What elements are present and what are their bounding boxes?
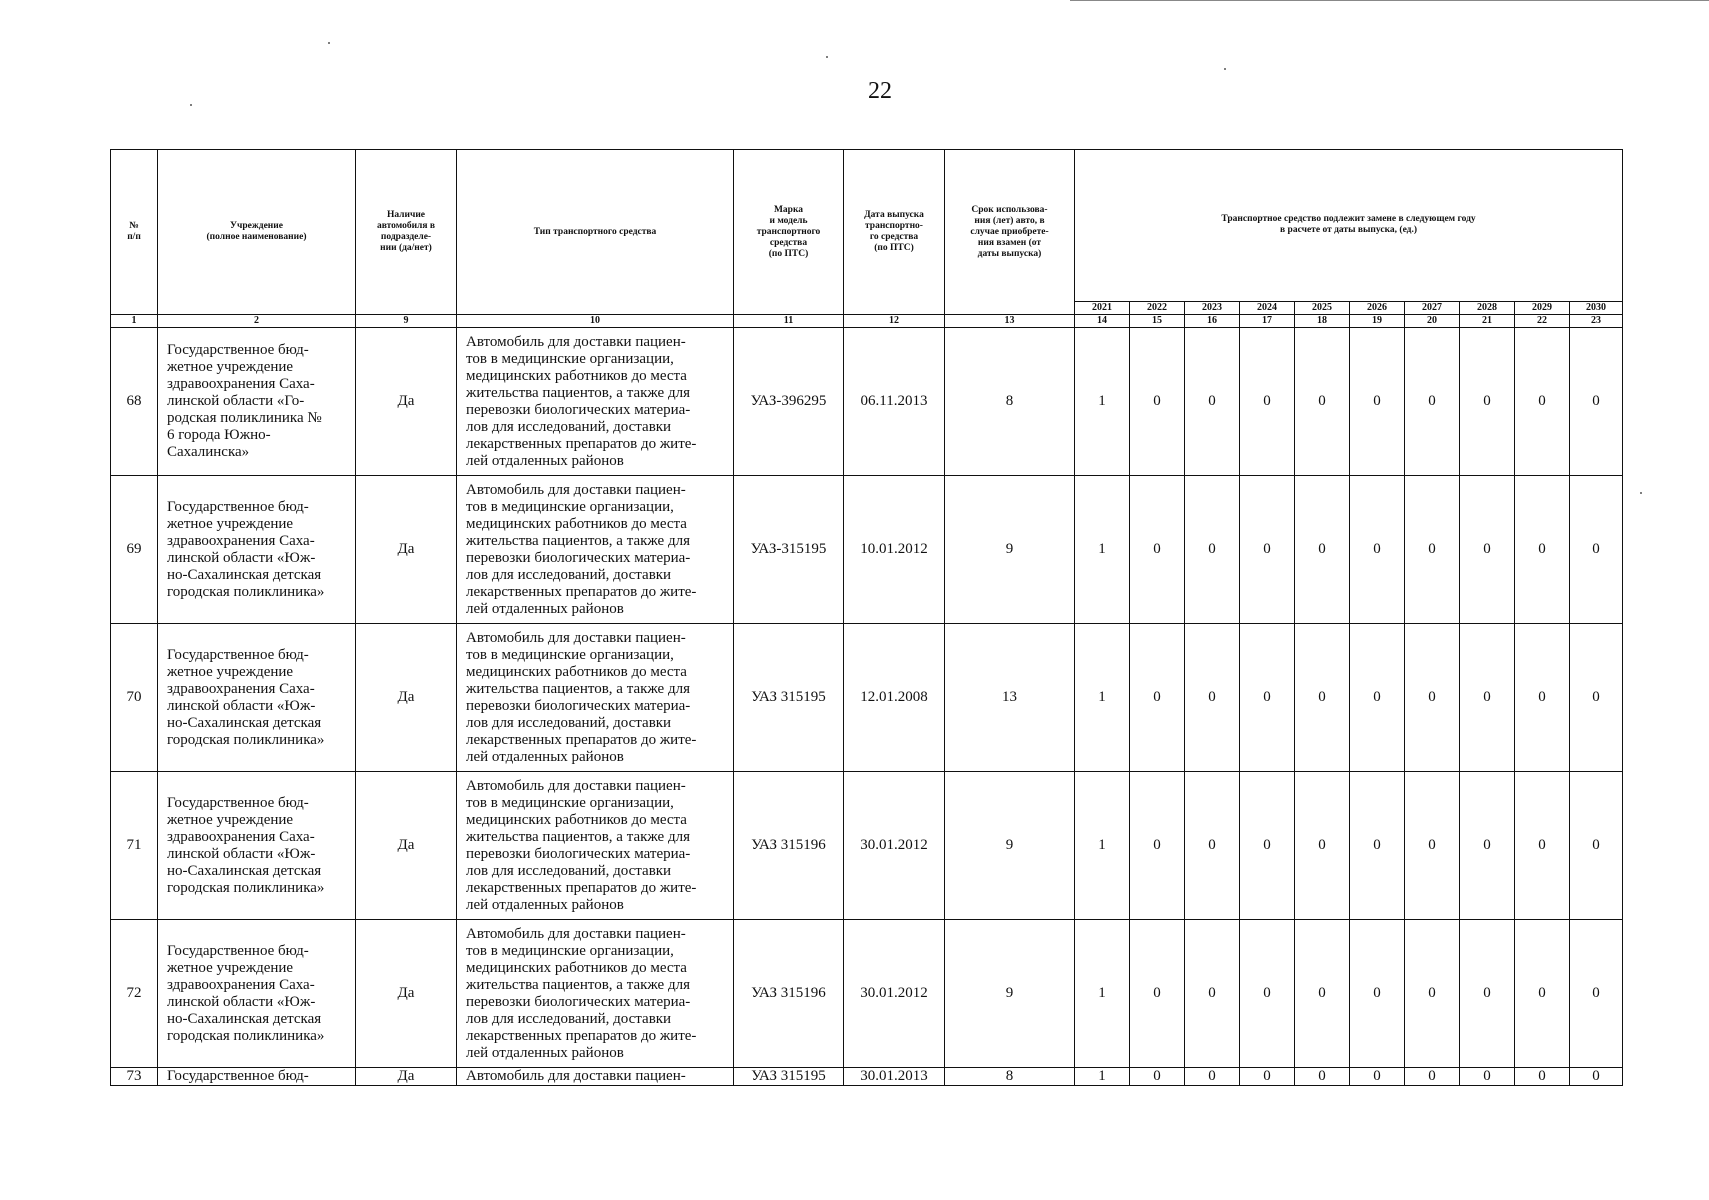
replacement-2021: 1 bbox=[1075, 920, 1130, 1068]
replacement-2021: 1 bbox=[1075, 328, 1130, 476]
vehicle-type: Автомобиль для доставки пациен- тов в медицинские организации, медицинских работников до места жительства пациентов, а также для перевозки биологических материа- лов для исследований, доставки лекарственных препаратов до жите- лей отдаленных районов bbox=[457, 920, 734, 1068]
column-index: 20 bbox=[1405, 315, 1460, 328]
replacement-2024: 0 bbox=[1240, 328, 1295, 476]
release-date: 30.01.2012 bbox=[844, 920, 945, 1068]
header-institution: Учреждение (полное наименование) bbox=[158, 150, 356, 315]
header-availability: Наличие автомобиля в подразделе- нии (да/нет) bbox=[356, 150, 457, 315]
scan-edge-rule bbox=[1070, 0, 1709, 1]
replacement-2023: 0 bbox=[1185, 476, 1240, 624]
column-index: 14 bbox=[1075, 315, 1130, 328]
availability-value: Да bbox=[356, 624, 457, 772]
document-sheet bbox=[110, 149, 1623, 1086]
column-index: 15 bbox=[1130, 315, 1185, 328]
column-index: 22 bbox=[1515, 315, 1570, 328]
header-release-date: Дата выпуска транспортно- го средства (по ПТС) bbox=[844, 150, 945, 315]
table-row bbox=[111, 920, 1623, 1068]
replacement-2026: 0 bbox=[1350, 328, 1405, 476]
row-number: 71 bbox=[111, 772, 158, 920]
year-2024: 2024 bbox=[1240, 301, 1295, 314]
replacement-2029: 0 bbox=[1515, 772, 1570, 920]
replacement-2021: 1 bbox=[1075, 1068, 1130, 1086]
column-index-row bbox=[111, 315, 1623, 328]
year-2028: 2028 bbox=[1460, 301, 1515, 314]
page-number: 22 bbox=[868, 78, 892, 104]
column-index: 17 bbox=[1240, 315, 1295, 328]
column-index: 9 bbox=[356, 315, 457, 328]
table-row bbox=[111, 772, 1623, 920]
vehicle-type: Автомобиль для доставки пациен- тов в медицинские организации, медицинских работников до места жительства пациентов, а также для перевозки биологических материа- лов для исследований, доставки лекарственных препаратов до жите- лей отдаленных районов bbox=[457, 328, 734, 476]
release-date: 12.01.2008 bbox=[844, 624, 945, 772]
replacement-2026: 0 bbox=[1350, 476, 1405, 624]
replacement-2022: 0 bbox=[1130, 920, 1185, 1068]
column-index: 2 bbox=[158, 315, 356, 328]
replacement-2026: 0 bbox=[1350, 920, 1405, 1068]
year-2022: 2022 bbox=[1130, 301, 1185, 314]
replacement-2026: 0 bbox=[1350, 624, 1405, 772]
replacement-2026: 0 bbox=[1350, 1068, 1405, 1086]
availability-value: Да bbox=[356, 772, 457, 920]
replacement-2026: 0 bbox=[1350, 772, 1405, 920]
replacement-2022: 0 bbox=[1130, 328, 1185, 476]
replacement-2024: 0 bbox=[1240, 476, 1295, 624]
row-number: 69 bbox=[111, 476, 158, 624]
availability-value: Да bbox=[356, 328, 457, 476]
replacement-2025: 0 bbox=[1295, 772, 1350, 920]
year-2023: 2023 bbox=[1185, 301, 1240, 314]
vehicle-type: Автомобиль для доставки пациен- тов в медицинские организации, медицинских работников до места жительства пациентов, а также для перевозки биологических материа- лов для исследований, доставки лекарственных препаратов до жите- лей отдаленных районов bbox=[457, 476, 734, 624]
replacement-2028: 0 bbox=[1460, 624, 1515, 772]
replacement-2030: 0 bbox=[1570, 772, 1623, 920]
release-date: 06.11.2013 bbox=[844, 328, 945, 476]
column-index: 16 bbox=[1185, 315, 1240, 328]
usage-term: 9 bbox=[945, 476, 1075, 624]
replacement-2030: 0 bbox=[1570, 1068, 1623, 1086]
scan-speck bbox=[1224, 68, 1226, 70]
release-date: 30.01.2012 bbox=[844, 772, 945, 920]
row-number: 72 bbox=[111, 920, 158, 1068]
vehicle-model: УАЗ 315195 bbox=[734, 624, 844, 772]
replacement-2027: 0 bbox=[1405, 624, 1460, 772]
vehicle-type: Автомобиль для доставки пациен- bbox=[457, 1068, 734, 1086]
replacement-2025: 0 bbox=[1295, 1068, 1350, 1086]
vehicle-replacement-table bbox=[110, 149, 1623, 1086]
column-index: 11 bbox=[734, 315, 844, 328]
vehicle-model: УАЗ 315196 bbox=[734, 920, 844, 1068]
replacement-2023: 0 bbox=[1185, 1068, 1240, 1086]
row-number: 68 bbox=[111, 328, 158, 476]
replacement-2023: 0 bbox=[1185, 328, 1240, 476]
year-2030: 2030 bbox=[1570, 301, 1623, 314]
institution-name: Государственное бюд- жетное учреждение здравоохранения Саха- линской области «Юж- но-Сахалинская детская городская поликлиника» bbox=[158, 920, 356, 1068]
usage-term: 13 bbox=[945, 624, 1075, 772]
row-number: 70 bbox=[111, 624, 158, 772]
replacement-2027: 0 bbox=[1405, 1068, 1460, 1086]
release-date: 30.01.2013 bbox=[844, 1068, 945, 1086]
header-replacement: Транспортное средство подлежит замене в следующем году в расчете от даты выпуска, (ед.) bbox=[1075, 150, 1623, 302]
availability-value: Да bbox=[356, 920, 457, 1068]
scan-speck bbox=[826, 56, 828, 58]
table-row-truncated bbox=[111, 1068, 1623, 1086]
replacement-2024: 0 bbox=[1240, 624, 1295, 772]
usage-term: 8 bbox=[945, 328, 1075, 476]
usage-term: 8 bbox=[945, 1068, 1075, 1086]
institution-name: Государственное бюд- жетное учреждение здравоохранения Саха- линской области «Юж- но-Сахалинская детская городская поликлиника» bbox=[158, 476, 356, 624]
replacement-2022: 0 bbox=[1130, 772, 1185, 920]
table-body bbox=[111, 328, 1623, 1086]
scan-speck bbox=[328, 42, 330, 44]
replacement-2027: 0 bbox=[1405, 328, 1460, 476]
replacement-2029: 0 bbox=[1515, 624, 1570, 772]
year-2027: 2027 bbox=[1405, 301, 1460, 314]
year-2025: 2025 bbox=[1295, 301, 1350, 314]
replacement-2028: 0 bbox=[1460, 920, 1515, 1068]
replacement-2029: 0 bbox=[1515, 920, 1570, 1068]
vehicle-type: Автомобиль для доставки пациен- тов в медицинские организации, медицинских работников до места жительства пациентов, а также для перевозки биологических материа- лов для исследований, доставки лекарственных препаратов до жите- лей отдаленных районов bbox=[457, 772, 734, 920]
header-vehicle-type: Тип транспортного средства bbox=[457, 150, 734, 315]
table-row bbox=[111, 476, 1623, 624]
replacement-2025: 0 bbox=[1295, 920, 1350, 1068]
replacement-2024: 0 bbox=[1240, 1068, 1295, 1086]
replacement-2022: 0 bbox=[1130, 624, 1185, 772]
replacement-2028: 0 bbox=[1460, 476, 1515, 624]
year-2029: 2029 bbox=[1515, 301, 1570, 314]
replacement-2022: 0 bbox=[1130, 476, 1185, 624]
institution-name: Государственное бюд- bbox=[158, 1068, 356, 1086]
replacement-2023: 0 bbox=[1185, 920, 1240, 1068]
column-index: 13 bbox=[945, 315, 1075, 328]
replacement-2029: 0 bbox=[1515, 476, 1570, 624]
replacement-2025: 0 bbox=[1295, 624, 1350, 772]
replacement-2024: 0 bbox=[1240, 772, 1295, 920]
column-index: 19 bbox=[1350, 315, 1405, 328]
replacement-2030: 0 bbox=[1570, 328, 1623, 476]
table-row bbox=[111, 328, 1623, 476]
replacement-2021: 1 bbox=[1075, 624, 1130, 772]
column-index: 23 bbox=[1570, 315, 1623, 328]
replacement-2030: 0 bbox=[1570, 920, 1623, 1068]
table-row bbox=[111, 624, 1623, 772]
vehicle-model: УАЗ-396295 bbox=[734, 328, 844, 476]
replacement-2022: 0 bbox=[1130, 1068, 1185, 1086]
vehicle-type: Автомобиль для доставки пациен- тов в медицинские организации, медицинских работников до места жительства пациентов, а также для перевозки биологических материа- лов для исследований, доставки лекарственных препаратов до жите- лей отдаленных районов bbox=[457, 624, 734, 772]
replacement-2028: 0 bbox=[1460, 772, 1515, 920]
replacement-2027: 0 bbox=[1405, 476, 1460, 624]
replacement-2030: 0 bbox=[1570, 476, 1623, 624]
replacement-2024: 0 bbox=[1240, 920, 1295, 1068]
institution-name: Государственное бюд- жетное учреждение здравоохранения Саха- линской области «Юж- но-Сахалинская детская городская поликлиника» bbox=[158, 624, 356, 772]
availability-value: Да bbox=[356, 1068, 457, 1086]
institution-name: Государственное бюд- жетное учреждение здравоохранения Саха- линской области «Юж- но-Сахалинская детская городская поликлиника» bbox=[158, 772, 356, 920]
replacement-2027: 0 bbox=[1405, 920, 1460, 1068]
year-2026: 2026 bbox=[1350, 301, 1405, 314]
replacement-2023: 0 bbox=[1185, 772, 1240, 920]
replacement-2027: 0 bbox=[1405, 772, 1460, 920]
scan-speck bbox=[1640, 492, 1642, 494]
row-number: 73 bbox=[111, 1068, 158, 1086]
replacement-2025: 0 bbox=[1295, 476, 1350, 624]
header-usage-term: Срок использова- ния (лет) авто, в случае приобрете- ния взамен (от даты выпуска) bbox=[945, 150, 1075, 315]
replacement-2030: 0 bbox=[1570, 624, 1623, 772]
header-model: Марка и модель транспортного средства (по ПТС) bbox=[734, 150, 844, 315]
replacement-2025: 0 bbox=[1295, 328, 1350, 476]
column-index: 18 bbox=[1295, 315, 1350, 328]
column-index: 12 bbox=[844, 315, 945, 328]
vehicle-model: УАЗ-315195 bbox=[734, 476, 844, 624]
column-index: 1 bbox=[111, 315, 158, 328]
usage-term: 9 bbox=[945, 920, 1075, 1068]
replacement-2029: 0 bbox=[1515, 1068, 1570, 1086]
replacement-2029: 0 bbox=[1515, 328, 1570, 476]
usage-term: 9 bbox=[945, 772, 1075, 920]
column-index: 21 bbox=[1460, 315, 1515, 328]
vehicle-model: УАЗ 315195 bbox=[734, 1068, 844, 1086]
replacement-2028: 0 bbox=[1460, 1068, 1515, 1086]
replacement-2021: 1 bbox=[1075, 772, 1130, 920]
header-num: № п/п bbox=[111, 150, 158, 315]
institution-name: Государственное бюд- жетное учреждение здравоохранения Саха- линской области «Го- родская поликлиника № 6 города Южно- Сахалинска» bbox=[158, 328, 356, 476]
release-date: 10.01.2012 bbox=[844, 476, 945, 624]
replacement-2028: 0 bbox=[1460, 328, 1515, 476]
replacement-2023: 0 bbox=[1185, 624, 1240, 772]
year-2021: 2021 bbox=[1075, 301, 1130, 314]
replacement-2021: 1 bbox=[1075, 476, 1130, 624]
column-index: 10 bbox=[457, 315, 734, 328]
availability-value: Да bbox=[356, 476, 457, 624]
vehicle-model: УАЗ 315196 bbox=[734, 772, 844, 920]
